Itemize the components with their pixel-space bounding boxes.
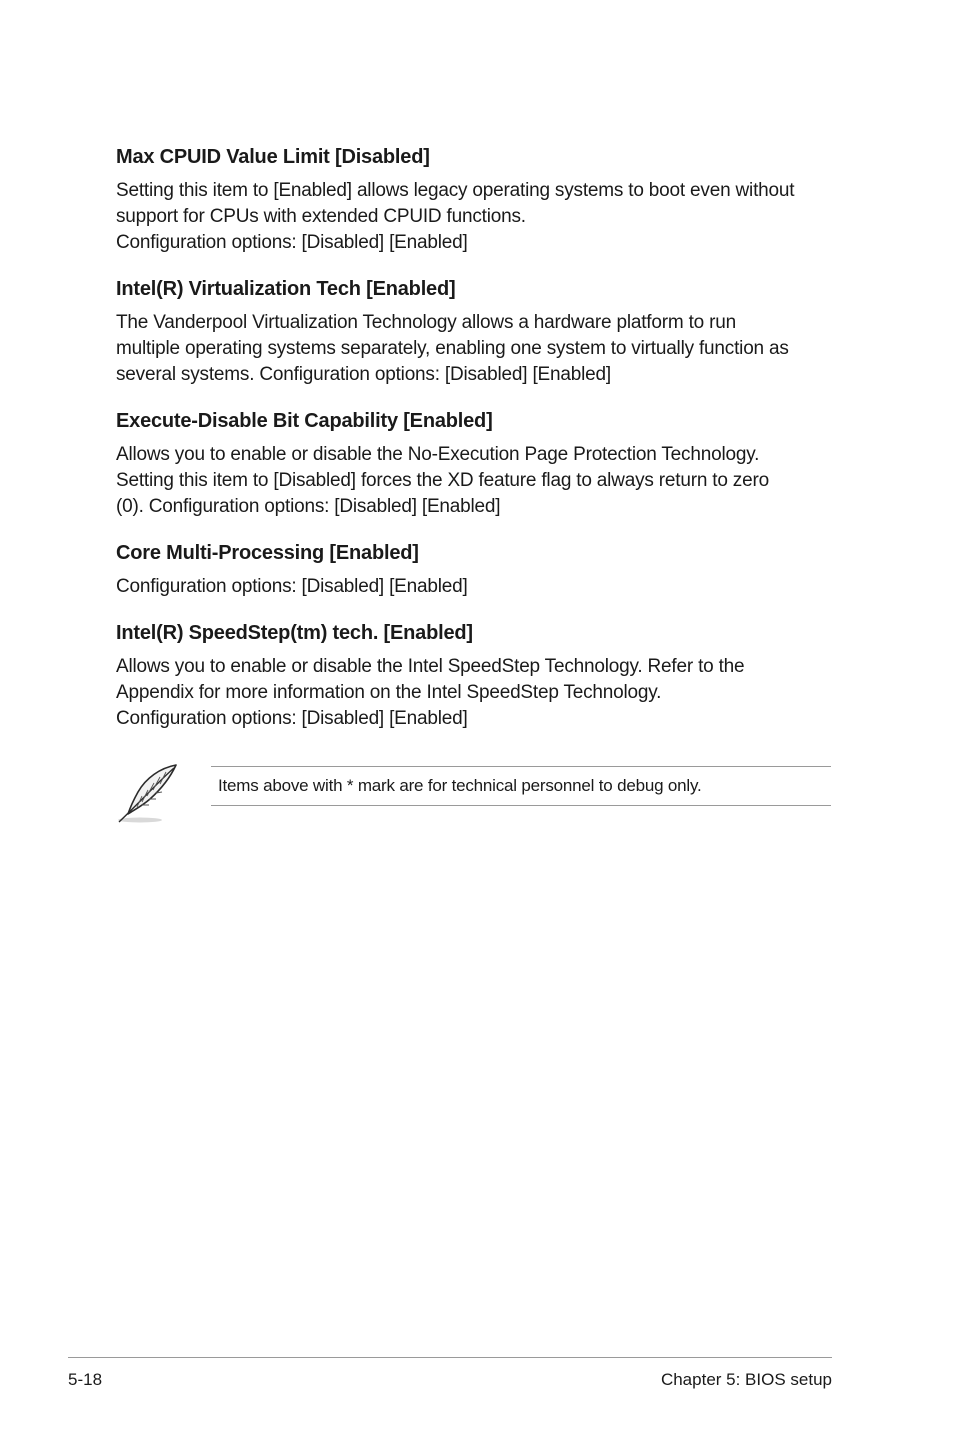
chapter-title: Chapter 5: BIOS setup xyxy=(660,1370,832,1389)
section-virtualization-tech xyxy=(116,276,836,388)
note-callout xyxy=(116,762,832,828)
description-line: Setting this item to [Enabled] allows legacy operating systems to boot even without xyxy=(116,180,795,201)
description-line: Appendix for more information on the Intel SpeedStep Technology. xyxy=(116,682,662,703)
section-title: Execute-Disable Bit Capability [Enabled] xyxy=(116,410,493,432)
section-title: Max CPUID Value Limit [Disabled] xyxy=(116,146,430,168)
footer-divider xyxy=(68,1357,832,1358)
description-line: Configuration options: [Disabled] [Enabled] xyxy=(116,232,468,253)
description-line: several systems. Configuration options: [Disabled] [Enabled] xyxy=(116,364,611,385)
section-title: Intel(R) Virtualization Tech [Enabled] xyxy=(116,278,456,300)
section-core-multi-processing xyxy=(116,540,836,600)
section-description xyxy=(116,574,836,600)
description-line: The Vanderpool Virtualization Technology allows a hardware platform to run xyxy=(116,312,736,333)
description-line: Setting this item to [Disabled] forces the XD feature flag to always return to zero xyxy=(116,470,769,491)
section-title: Core Multi-Processing [Enabled] xyxy=(116,542,419,564)
section-speedstep xyxy=(116,620,836,732)
description-line: Allows you to enable or disable the Intel SpeedStep Technology. Refer to the xyxy=(116,656,745,677)
section-description xyxy=(116,442,836,520)
page-number: 5-18 xyxy=(68,1370,103,1389)
quill-pen-icon xyxy=(116,762,180,826)
section-description xyxy=(116,310,836,388)
description-line: multiple operating systems separately, enabling one system to virtually function as xyxy=(116,338,789,359)
note-box xyxy=(211,766,831,806)
description-line: (0). Configuration options: [Disabled] [Enabled] xyxy=(116,496,501,517)
description-line: Configuration options: [Disabled] [Enabled] xyxy=(116,708,468,729)
section-title: Intel(R) SpeedStep(tm) tech. [Enabled] xyxy=(116,622,473,644)
description-line: Allows you to enable or disable the No-Execution Page Protection Technology. xyxy=(116,444,760,465)
section-description xyxy=(116,178,836,256)
section-max-cpuid xyxy=(116,144,836,256)
description-line: Configuration options: [Disabled] [Enabled] xyxy=(116,576,468,597)
page-content xyxy=(116,144,836,752)
description-line: support for CPUs with extended CPUID functions. xyxy=(116,206,526,227)
note-text: Items above with * mark are for technical personnel to debug only. xyxy=(218,776,702,795)
section-description xyxy=(116,654,836,732)
section-execute-disable-bit xyxy=(116,408,836,520)
